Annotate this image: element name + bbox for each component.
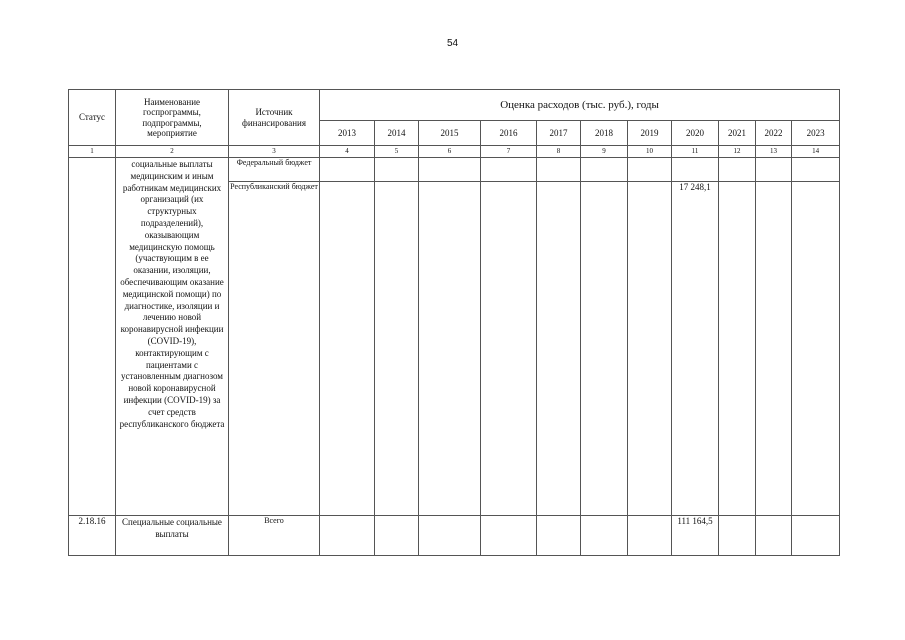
value-cell	[581, 182, 628, 516]
value-cell	[756, 182, 792, 516]
value-cell	[537, 182, 581, 516]
value-cell	[375, 182, 419, 516]
column-index: 1	[69, 146, 116, 158]
column-index: 14	[792, 146, 840, 158]
value-cell	[537, 516, 581, 556]
value-cell	[719, 516, 756, 556]
value-cell	[320, 158, 375, 182]
column-index: 11	[672, 146, 719, 158]
year-header: 2016	[481, 121, 537, 146]
value-cell	[792, 516, 840, 556]
value-cell	[719, 182, 756, 516]
value-cell	[375, 516, 419, 556]
value-cell	[628, 516, 672, 556]
header-estimate: Оценка расходов (тыс. руб.), годы	[320, 90, 840, 121]
column-index: 3	[229, 146, 320, 158]
value-cell	[628, 182, 672, 516]
value-cell	[481, 516, 537, 556]
value-cell	[481, 182, 537, 516]
value-cell	[419, 182, 481, 516]
year-header: 2020	[672, 121, 719, 146]
source-cell: Республиканский бюджет	[229, 182, 320, 516]
value-cell	[792, 158, 840, 182]
column-index: 2	[116, 146, 229, 158]
value-cell	[419, 158, 481, 182]
value-cell	[581, 158, 628, 182]
year-header: 2018	[581, 121, 628, 146]
value-cell	[537, 158, 581, 182]
value-cell	[792, 182, 840, 516]
column-index: 13	[756, 146, 792, 158]
value-cell	[628, 158, 672, 182]
value-cell	[672, 158, 719, 182]
source-cell: Всего	[229, 516, 320, 556]
column-index: 10	[628, 146, 672, 158]
value-cell	[719, 158, 756, 182]
column-index: 12	[719, 146, 756, 158]
column-index: 8	[537, 146, 581, 158]
value-cell: 111 164,5	[672, 516, 719, 556]
year-header: 2022	[756, 121, 792, 146]
column-index: 5	[375, 146, 419, 158]
value-cell	[481, 158, 537, 182]
year-header: 2021	[719, 121, 756, 146]
year-header: 2014	[375, 121, 419, 146]
value-cell	[320, 516, 375, 556]
header-status: Статус	[69, 90, 116, 146]
value-cell	[375, 158, 419, 182]
value-cell: 17 248,1	[672, 182, 719, 516]
table-row	[69, 158, 840, 182]
column-index: 7	[481, 146, 537, 158]
value-cell	[419, 516, 481, 556]
value-cell	[756, 158, 792, 182]
column-index-row	[69, 146, 840, 158]
value-cell	[581, 516, 628, 556]
column-index: 4	[320, 146, 375, 158]
table-row	[69, 516, 840, 556]
header-name: Наименование госпрограммы, подпрограммы, мероприятие	[116, 90, 229, 146]
year-header: 2017	[537, 121, 581, 146]
page-number: 54	[446, 38, 459, 49]
source-cell: Федеральный бюджет	[229, 158, 320, 182]
status-cell: 2.18.16	[69, 516, 116, 556]
column-index: 6	[419, 146, 481, 158]
year-header: 2013	[320, 121, 375, 146]
column-index: 9	[581, 146, 628, 158]
year-header: 2019	[628, 121, 672, 146]
event-name-cell: Специальные социальные выплаты	[116, 516, 229, 556]
header-source: Источник финансирования	[229, 90, 320, 146]
year-header: 2023	[792, 121, 840, 146]
status-cell	[69, 158, 116, 516]
value-cell	[756, 516, 792, 556]
expense-table	[68, 89, 840, 556]
event-name-cell: социальные выплаты медицинским и иным работникам медицинских организаций (их структурных подразделений), оказывающим медицинскую помощь (участвующим в ее оказании, изоляции, обеспечивающим оказание медицинской помощи) по диагностике, изоляции и лечению новой коронавирусной инфекции (COVID-19), контактирующим с пациентами с установленным диагнозом новой коронавирусной инфекции (COVID-19) за счет средств республиканского бюджета	[116, 158, 229, 516]
year-header: 2015	[419, 121, 481, 146]
value-cell	[320, 182, 375, 516]
